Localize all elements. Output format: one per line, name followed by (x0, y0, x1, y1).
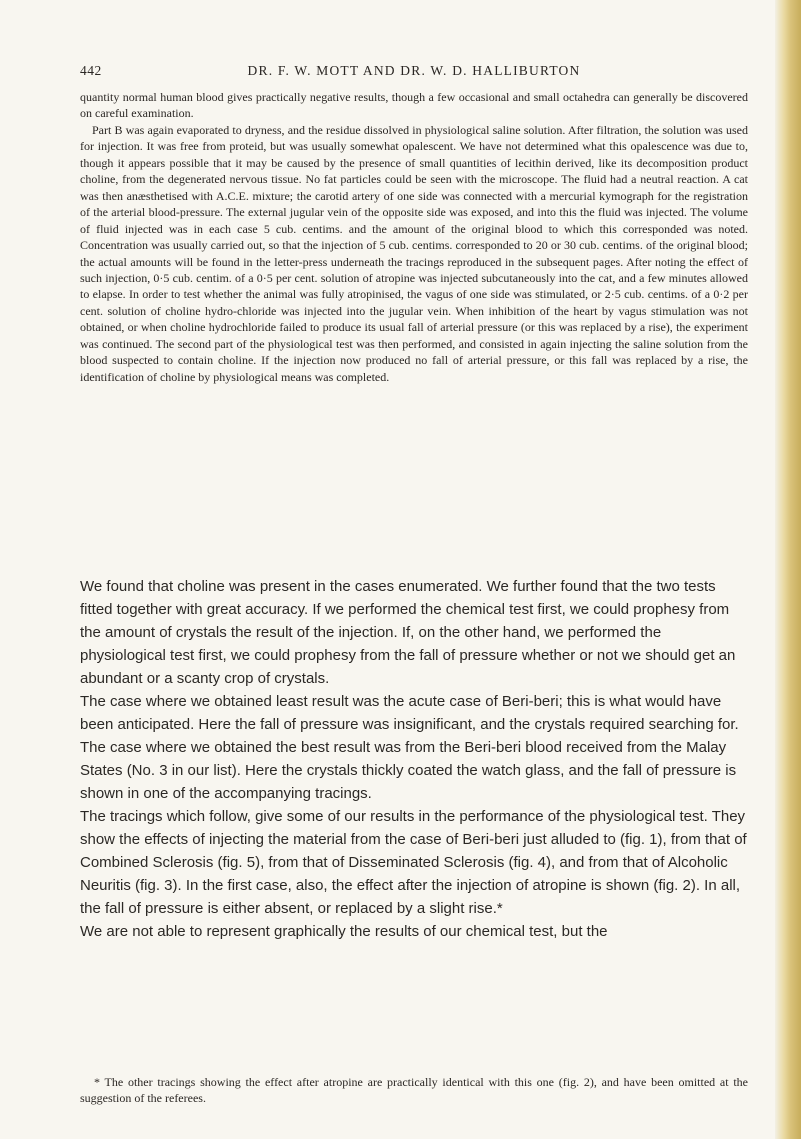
paragraph: quantity normal human blood gives practically negative results, though a few occasional and small octahedra can generally be discovered on careful examination. (80, 90, 748, 121)
page-number: 442 (80, 63, 102, 78)
paragraph: We are not able to represent graphically the results of our chemical test, but the (80, 923, 608, 940)
page-header (80, 63, 748, 83)
running-head: DR. F. W. MOTT AND DR. W. D. HALLIBURTON (247, 63, 581, 78)
small-print-section (80, 89, 748, 385)
paragraph: We found that choline was present in the cases enumerated. We further found that the two tests fitted together with great accuracy. If we performed the chemical test first, we could prophesy from the amount of crystals the result of the injection. If, on the other hand, we performed the physiological test first, we could prophesy from the fall of pressure whether or not we should get an abundant or a scanty crop of crystals. (80, 578, 736, 687)
footnote-text: * The other tracings showing the effect after atropine are practically identical with this one (fig. 2), and have been omitted at the suggestion of the referees. (80, 1075, 748, 1105)
paragraph: The case where we obtained least result was the acute case of Beri-beri; this is what would have been anticipated. Here the fall of pressure was insignificant, and the crystals required searching for. The case where we obtained the best result was from the Beri-beri blood received from the Malay States (No. 3 in our list). Here the crystals thickly coated the watch glass, and the fall of pressure is shown in one of the accompanying tracings. (80, 693, 739, 802)
paragraph: Part B was again evaporated to dryness, and the residue dissolved in physiological saline solution. After filtration, the solution was used for injection. It was free from proteid, but was usually somewhat opalescent. We have not determined what this opalescence was due to, though it appears possible that it may be caused by the presence of small quantities of lecithin derived, like its decomposition product choline, from the degenerated nervous tissue. No fat particles could be seen with the microscope. The fluid had a neutral reaction. A cat was then anæsthetised with A.C.E. mixture; the carotid artery of one side was connected with a mercurial kymograph for the registration of the arterial blood-pressure. The external jugular vein of the opposite side was exposed, and into this the fluid was injected. The volume of fluid injected was in each case 5 cub. centims. and the amount of the original blood to which this corresponded was noted. Concentration was usually carried out, so that the injection of 5 cub. centims. corresponded to 20 or 30 cub. centims. of the original blood; the actual amounts will be found in the letter-press underneath the tracings reproduced in the subsequent pages. After noting the effect of such injection, 0·5 cub. centim. of a 0·5 per cent. solution of atropine was injected subcutaneously into the cat, and a few minutes allowed to elapse. In order to test whether the animal was fully atropinised, the vagus of one side was stimulated, or 2·5 cub. centims. of a 0·2 per cent. solution of choline hydro-chloride was injected into the jugular vein. When inhibition of the heart by vagus stimulation was not obtained, or when choline hydrochloride failed to produce its usual fall of arterial pressure (or this was replaced by a rise), the experiment was continued. The second part of the physiological test was then performed, and consisted in again injecting the saline solution from the blood suspected to contain choline. If the injection now produced no fall of arterial pressure, or this fall was replaced by a rise, the identification of choline by physiological means was completed. (80, 122, 748, 384)
paragraph: The tracings which follow, give some of our results in the performance of the physiological test. They show the effects of injecting the material from the case of Beri-beri just alluded to (fig. 1), from that of Combined Sclerosis (fig. 5), from that of Disseminated Sclerosis (fig. 4), and from that of Alcoholic Neuritis (fig. 3). In the first case, also, the effect after the injection of atropine is shown (fig. 2). In all, the fall of pressure is either absent, or replaced by a slight rise.* (80, 808, 747, 917)
page-edge-binding (775, 0, 801, 1139)
main-text-section (80, 575, 748, 943)
footnote (80, 1074, 748, 1106)
